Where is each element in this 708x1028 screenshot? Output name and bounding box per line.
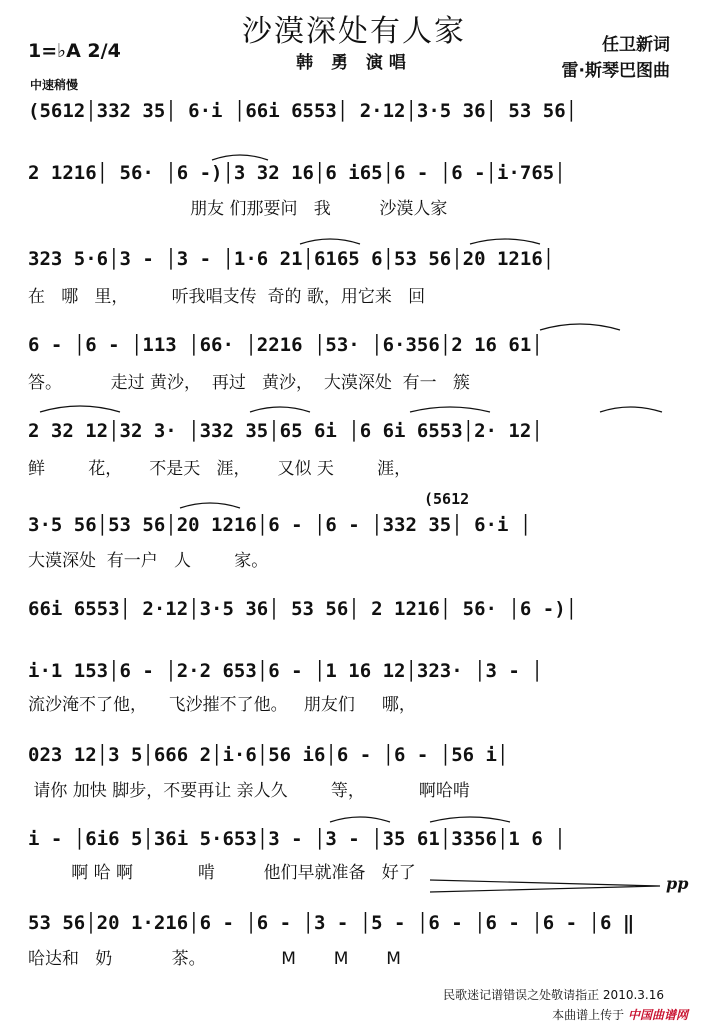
dynamic-marking: pp <box>666 874 689 893</box>
notation-row: 3·5 56│53 56│20 1216│6 - │6 - │332 35│ 6·i │ <box>28 514 532 536</box>
intro-repeat-marker: (5612 <box>424 490 470 508</box>
lyric-row <box>28 630 684 654</box>
footer-note: 民歌迷记谱错误之处敬请指正 2010.3.16 <box>443 988 664 1002</box>
lyricist-credit: 任卫新词 <box>602 35 670 55</box>
notation-row: (5612│332 35│ 6·i │66i 6553│ 2·12│3·5 36│ 53 56│ <box>28 100 578 122</box>
singer-credit: 韩 勇 演唱 <box>296 53 412 73</box>
lyric-row: 在 哪 里， 听我唱支传 奇的 歌，用它来 回 <box>28 287 426 306</box>
lyric-row: 请你 加快 脚步，不要再让 亲人久 等， 啊哈啃 <box>28 781 470 800</box>
lyric-row <box>28 130 684 154</box>
composer-credit: 雷·斯琴巴图曲 <box>561 61 670 81</box>
footer-upload <box>552 1006 688 1023</box>
lyric-row: 朋友 们那要问 我 沙漠人家 <box>28 199 448 218</box>
notation-row: i·1 153│6 - │2·2 653│6 - │1 16 12│323· │3 - │ <box>28 660 543 682</box>
notation-row: 53 56│20 1·216│6 - │6 - │3 - │5 - │6 - │6 - │6 - │6 ‖ <box>28 912 635 934</box>
notation-row: 66i 6553│ 2·12│3·5 36│ 53 56│ 2 1216│ 56· │6 -)│ <box>28 598 578 620</box>
lyric-row: 答。 走过 黄沙， 再过 黄沙， 大漠深处 有一 簇 <box>28 373 470 392</box>
tempo-marking: 中速稍慢 <box>30 78 79 92</box>
lyric-row: 大漠深处 有一户 人 家。 <box>28 551 269 570</box>
notation-row: 323 5·6│3 - │3 - │1·6 21│6165 6│53 56│20 1216│ <box>28 248 555 270</box>
lyric-row: 流沙淹不了他， 飞沙摧不了他。 朋友们 哪， <box>28 695 416 714</box>
lyric-row: 鲜 花， 不是天 涯， 又似 天 涯， <box>28 459 412 478</box>
notation-row: 6 - │6 - │113 │66· │2216 │53· │6·356│2 16 61│ <box>28 334 543 356</box>
key-signature: 1=♭A 2/4 <box>28 40 121 62</box>
notation-row: 023 12│3 5│666 2│i·6│56 i6│6 - │6 - │56 i│ <box>28 744 509 766</box>
lyric-row: 哈达和 奶 茶。 M M M <box>28 949 401 968</box>
site-logo[interactable]: 中国曲谱网 <box>627 1008 688 1022</box>
lyric-row: 啊 哈 啊 啃 他们早就准备 好了 <box>28 863 416 882</box>
notation-row: i - │6i6 5│36i 5·653│3 - │3 - │35 61│3356│1 6 │ <box>28 828 566 850</box>
notation-row: 2 32 12│32 3· │332 35│65 6i │6 6i 6553│2· 12│ <box>28 420 543 442</box>
uploader-label: 本曲谱上传于 <box>552 1008 625 1022</box>
notation-row: 2 1216│ 56· │6 -)│3 32 16│6 i65│6 - │6 -│i·765│ <box>28 162 566 184</box>
song-title: 沙漠深处有人家 <box>242 14 466 49</box>
